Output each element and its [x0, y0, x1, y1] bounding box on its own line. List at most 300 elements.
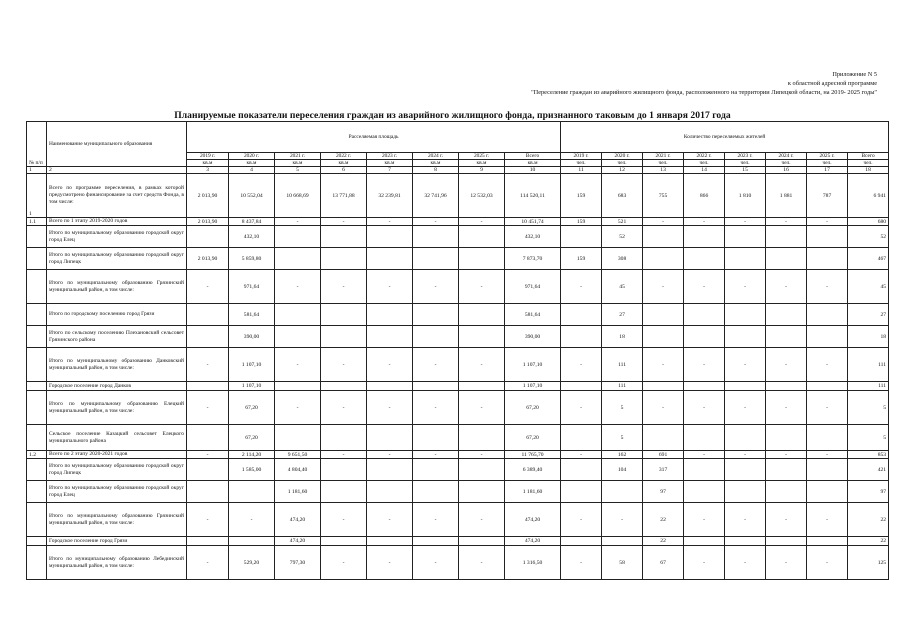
area-cell [275, 248, 321, 270]
unit-people: чел. [684, 160, 725, 167]
unit-area: кв.м [459, 160, 505, 167]
area-cell: - [321, 218, 367, 226]
area-cell [275, 326, 321, 348]
area-cell: - [367, 503, 413, 537]
people-cell: - [602, 503, 643, 537]
unit-people: чел. [725, 160, 766, 167]
column-number: 7 [367, 167, 413, 174]
row-name: Итого по муниципальному образованию Лебединский муниципальный район, в том числе: [47, 546, 187, 580]
people-cell: - [725, 503, 766, 537]
people-cell: - [725, 451, 766, 459]
people-cell: 866 [684, 174, 725, 218]
area-cell: 1 107,10 [505, 382, 561, 391]
document-title: Планируемые показатели переселения граждан из аварийного жилищного фонда, признанного таковым до 1 января 2017 года [174, 110, 731, 121]
area-cell: 2 013,90 [187, 174, 229, 218]
table-row [27, 391, 889, 425]
people-cell [766, 226, 807, 248]
people-cell: - [807, 546, 848, 580]
column-number: 18 [848, 167, 889, 174]
area-cell: - [413, 270, 459, 304]
area-cell: - [367, 451, 413, 459]
row-name: Сельское поселение Казацкий сельсовет Елецкого муниципального района [47, 425, 187, 451]
area-cell: 1 316,50 [505, 546, 561, 580]
area-cell [187, 459, 229, 481]
row-name: Городское поселение город Данков [47, 382, 187, 391]
row-name: Итого по муниципальному образованию Грязинский муниципальный район, в том числе: [47, 503, 187, 537]
year-header: 2025 г. [807, 153, 848, 160]
area-cell: 7 873,70 [505, 248, 561, 270]
area-cell: - [187, 391, 229, 425]
row-name: Всего по 2 этапу 2020-2021 годов [47, 451, 187, 459]
area-cell: 1 181,60 [505, 481, 561, 503]
people-cell [807, 481, 848, 503]
people-cell: 52 [602, 226, 643, 248]
area-cell [275, 382, 321, 391]
area-cell: 474,20 [505, 503, 561, 537]
people-cell: 680 [848, 218, 889, 226]
people-cell: - [766, 503, 807, 537]
people-cell: - [561, 546, 602, 580]
area-cell [459, 382, 505, 391]
table-row [27, 348, 889, 382]
area-cell [367, 304, 413, 326]
area-cell: 390,00 [229, 326, 275, 348]
row-number [27, 481, 47, 503]
people-cell: 52 [848, 226, 889, 248]
unit-people: чел. [643, 160, 684, 167]
area-cell: - [413, 546, 459, 580]
table-row [27, 248, 889, 270]
people-cell: 159 [561, 248, 602, 270]
people-cell: - [807, 348, 848, 382]
people-cell [561, 481, 602, 503]
people-cell: 421 [848, 459, 889, 481]
row-number [27, 304, 47, 326]
area-cell [187, 425, 229, 451]
area-cell: - [321, 503, 367, 537]
area-cell [413, 326, 459, 348]
area-cell: 67,20 [505, 425, 561, 451]
area-cell: 1 107,10 [229, 348, 275, 382]
people-cell: - [684, 218, 725, 226]
area-cell [459, 304, 505, 326]
table-header-row [27, 122, 889, 153]
people-cell [725, 304, 766, 326]
area-cell: 1 181,60 [275, 481, 321, 503]
area-cell: - [321, 451, 367, 459]
people-cell: 5 [602, 425, 643, 451]
people-cell: - [807, 503, 848, 537]
people-cell: 18 [848, 326, 889, 348]
area-cell: 474,20 [275, 503, 321, 537]
year-header: 2024 г. [766, 153, 807, 160]
area-cell: 581,64 [229, 304, 275, 326]
people-cell: 67 [643, 546, 684, 580]
area-cell: 797,30 [275, 546, 321, 580]
people-cell [684, 425, 725, 451]
area-cell: 581,64 [505, 304, 561, 326]
area-cell: 474,20 [275, 537, 321, 546]
unit-people: чел. [766, 160, 807, 167]
people-cell [725, 481, 766, 503]
people-cell: - [684, 391, 725, 425]
people-cell [766, 248, 807, 270]
area-cell: 390,00 [505, 326, 561, 348]
row-number [27, 248, 47, 270]
year-header: 2023 г. [367, 153, 413, 160]
appendix-number: Приложение N 5 [832, 71, 877, 78]
people-cell: - [561, 270, 602, 304]
area-cell [321, 248, 367, 270]
row-number [27, 537, 47, 546]
column-number: 1 [27, 167, 47, 174]
people-cell: - [725, 391, 766, 425]
people-cell: - [643, 270, 684, 304]
row-name: Итого по муниципальному образованию Данковский муниципальный район, в том числе: [47, 348, 187, 382]
area-cell: 2 013,90 [187, 248, 229, 270]
people-cell: - [561, 503, 602, 537]
people-cell: - [725, 348, 766, 382]
col-name-header: Наименование муниципального образования [47, 122, 187, 167]
area-cell: - [367, 391, 413, 425]
area-cell: 9 651,50 [275, 451, 321, 459]
area-cell: - [413, 391, 459, 425]
unit-people: чел. [848, 160, 889, 167]
area-cell [413, 382, 459, 391]
area-cell [187, 382, 229, 391]
column-number: 8 [413, 167, 459, 174]
people-cell: 58 [602, 546, 643, 580]
area-cell: - [413, 218, 459, 226]
people-cell: 162 [602, 451, 643, 459]
year-header: 2020 г. [602, 153, 643, 160]
area-cell: - [275, 270, 321, 304]
year-header: 2019 г. [187, 153, 229, 160]
area-cell: - [367, 270, 413, 304]
table-row [27, 459, 889, 481]
area-cell: 11 765,70 [505, 451, 561, 459]
table-row [27, 546, 889, 580]
people-cell [725, 326, 766, 348]
people-cell: - [766, 451, 807, 459]
area-cell [459, 537, 505, 546]
area-cell [229, 481, 275, 503]
area-cell: - [459, 451, 505, 459]
row-number [27, 391, 47, 425]
area-cell: - [459, 348, 505, 382]
area-cell: - [187, 451, 229, 459]
people-cell: 111 [602, 348, 643, 382]
area-cell [321, 304, 367, 326]
people-cell: 18 [602, 326, 643, 348]
people-cell: - [561, 451, 602, 459]
people-cell [766, 425, 807, 451]
table-row [27, 425, 889, 451]
people-cell: 787 [807, 174, 848, 218]
table-row [27, 226, 889, 248]
people-cell: 45 [848, 270, 889, 304]
people-cell [643, 425, 684, 451]
area-cell: - [321, 348, 367, 382]
column-number: 15 [725, 167, 766, 174]
row-name: Городское поселение город Грязи [47, 537, 187, 546]
people-cell [561, 226, 602, 248]
row-number: 1.2 [27, 451, 47, 459]
people-cell: 521 [602, 218, 643, 226]
year-header: 2022 г. [684, 153, 725, 160]
row-number: 1.1 [27, 218, 47, 226]
people-cell: 5 [602, 391, 643, 425]
row-number [27, 348, 47, 382]
area-cell: - [275, 218, 321, 226]
row-name: Итого по муниципальному образованию городской округ город Липецк [47, 248, 187, 270]
people-cell [643, 382, 684, 391]
area-cell [187, 537, 229, 546]
area-cell: - [187, 348, 229, 382]
people-cell [766, 326, 807, 348]
area-cell: 10 668,69 [275, 174, 321, 218]
area-cell [413, 481, 459, 503]
people-cell: - [684, 270, 725, 304]
table-row [27, 304, 889, 326]
area-cell: - [459, 503, 505, 537]
area-cell [275, 226, 321, 248]
area-cell [367, 459, 413, 481]
appendix-program: к областной адресной программе [787, 80, 877, 87]
people-cell: - [561, 348, 602, 382]
people-cell [807, 248, 848, 270]
area-cell: 971,64 [505, 270, 561, 304]
people-cell: - [684, 546, 725, 580]
people-cell [561, 382, 602, 391]
people-cell: - [643, 218, 684, 226]
people-cell [561, 459, 602, 481]
people-cell [561, 326, 602, 348]
area-cell: 432,10 [229, 226, 275, 248]
area-cell: 474,20 [505, 537, 561, 546]
people-cell: 683 [602, 174, 643, 218]
people-cell: 125 [848, 546, 889, 580]
people-cell [684, 537, 725, 546]
people-cell: - [684, 503, 725, 537]
area-cell: - [229, 503, 275, 537]
row-number [27, 459, 47, 481]
row-number [27, 503, 47, 537]
area-cell [321, 226, 367, 248]
people-cell [807, 425, 848, 451]
people-cell [684, 248, 725, 270]
area-cell: 432,10 [505, 226, 561, 248]
year-header: 2019 г. [561, 153, 602, 160]
people-cell: - [766, 546, 807, 580]
area-cell: - [367, 546, 413, 580]
area-cell [229, 537, 275, 546]
table-row [27, 218, 889, 226]
area-cell: - [187, 503, 229, 537]
unit-people: чел. [807, 160, 848, 167]
people-cell: - [725, 546, 766, 580]
area-cell: - [367, 348, 413, 382]
area-cell [275, 304, 321, 326]
area-cell: - [187, 546, 229, 580]
people-cell: - [807, 270, 848, 304]
people-cell: 22 [643, 503, 684, 537]
area-cell [187, 481, 229, 503]
people-cell: 5 [848, 391, 889, 425]
year-header: 2023 г. [725, 153, 766, 160]
area-cell [367, 481, 413, 503]
row-name: Итого по муниципальному образованию городской округ город Липецк [47, 459, 187, 481]
area-cell: - [459, 391, 505, 425]
people-cell: - [807, 451, 848, 459]
area-cell: - [413, 348, 459, 382]
people-cell: - [766, 348, 807, 382]
people-cell: 755 [643, 174, 684, 218]
area-cell: - [321, 546, 367, 580]
area-cell: 10 451,74 [505, 218, 561, 226]
row-number [27, 546, 47, 580]
area-cell: - [413, 451, 459, 459]
year-header: 2022 г. [321, 153, 367, 160]
people-cell: 111 [602, 382, 643, 391]
column-number: 9 [459, 167, 505, 174]
area-cell: 67,20 [505, 391, 561, 425]
people-cell: 22 [848, 503, 889, 537]
group-area-header: Расселяемая площадь [187, 122, 561, 153]
area-cell: 5 859,80 [229, 248, 275, 270]
people-cell: 159 [561, 174, 602, 218]
column-number: 14 [684, 167, 725, 174]
people-cell: 97 [848, 481, 889, 503]
row-number [27, 425, 47, 451]
people-cell [684, 459, 725, 481]
people-cell [725, 537, 766, 546]
table-row [27, 451, 889, 459]
unit-area: кв.м [413, 160, 459, 167]
row-number [27, 270, 47, 304]
year-header: 2024 г. [413, 153, 459, 160]
table-row [27, 174, 889, 218]
row-number: 1 [27, 174, 47, 218]
year-header: Всего [505, 153, 561, 160]
column-number: 16 [766, 167, 807, 174]
people-cell: 27 [848, 304, 889, 326]
people-cell [684, 481, 725, 503]
column-number: 17 [807, 167, 848, 174]
year-header: Всего [848, 153, 889, 160]
area-cell [413, 425, 459, 451]
column-number: 2 [47, 167, 187, 174]
area-cell [413, 226, 459, 248]
area-cell [187, 326, 229, 348]
area-cell [187, 226, 229, 248]
area-cell [413, 248, 459, 270]
area-cell [321, 425, 367, 451]
row-name: Итого по муниципальному образованию городской округ город Елец [47, 226, 187, 248]
unit-area: кв.м [367, 160, 413, 167]
area-cell [367, 326, 413, 348]
people-cell [807, 326, 848, 348]
people-cell: 97 [643, 481, 684, 503]
people-cell: 104 [602, 459, 643, 481]
area-cell [459, 459, 505, 481]
row-name: Итого по муниципальному образованию городской округ город Елец [47, 481, 187, 503]
people-cell [807, 382, 848, 391]
people-cell [643, 226, 684, 248]
area-cell: 13 771,88 [321, 174, 367, 218]
people-cell: 45 [602, 270, 643, 304]
area-cell: - [275, 348, 321, 382]
row-number [27, 326, 47, 348]
row-name: Итого по городскому поселению город Грязи [47, 304, 187, 326]
table-row [27, 382, 889, 391]
people-cell: 853 [848, 451, 889, 459]
people-cell [766, 481, 807, 503]
people-cell: 6 941 [848, 174, 889, 218]
row-number [27, 382, 47, 391]
area-cell: 971,64 [229, 270, 275, 304]
people-cell: 1 881 [766, 174, 807, 218]
table-row [27, 503, 889, 537]
area-cell [459, 326, 505, 348]
area-cell [413, 537, 459, 546]
people-cell [807, 537, 848, 546]
area-cell [321, 382, 367, 391]
people-cell: 5 [848, 425, 889, 451]
column-number: 11 [561, 167, 602, 174]
people-cell: - [561, 391, 602, 425]
row-name: Всего по 1 этапу 2019-2020 годов [47, 218, 187, 226]
area-cell: 67,20 [229, 425, 275, 451]
area-cell [321, 459, 367, 481]
group-people-header: Количество переселяемых жителей [561, 122, 889, 153]
appendix-program-title: "Переселение граждан из аварийного жилищного фонда, расположенного на территории Липецкой области, на 2019- 2025 годы" [531, 89, 877, 96]
people-cell: 22 [643, 537, 684, 546]
people-cell: - [643, 391, 684, 425]
people-cell [684, 304, 725, 326]
people-cell [561, 537, 602, 546]
people-cell [684, 382, 725, 391]
area-cell: 1 585,00 [229, 459, 275, 481]
people-cell [643, 304, 684, 326]
year-header: 2021 г. [643, 153, 684, 160]
year-header: 2021 г. [275, 153, 321, 160]
area-cell: - [321, 391, 367, 425]
people-cell [602, 481, 643, 503]
people-cell: - [766, 218, 807, 226]
area-cell [413, 304, 459, 326]
people-cell: 22 [848, 537, 889, 546]
people-cell [561, 425, 602, 451]
area-cell: 10 552,04 [229, 174, 275, 218]
area-cell: 67,20 [229, 391, 275, 425]
area-cell [367, 537, 413, 546]
area-cell: 2 114,20 [229, 451, 275, 459]
column-number: 5 [275, 167, 321, 174]
area-cell [367, 226, 413, 248]
people-cell [766, 537, 807, 546]
area-cell [187, 304, 229, 326]
column-number: 13 [643, 167, 684, 174]
area-cell [321, 481, 367, 503]
area-cell [413, 459, 459, 481]
people-cell: 317 [643, 459, 684, 481]
area-cell [367, 248, 413, 270]
area-cell: 114 520,11 [505, 174, 561, 218]
column-number: 6 [321, 167, 367, 174]
area-cell [367, 425, 413, 451]
area-cell: 8 437,84 [229, 218, 275, 226]
